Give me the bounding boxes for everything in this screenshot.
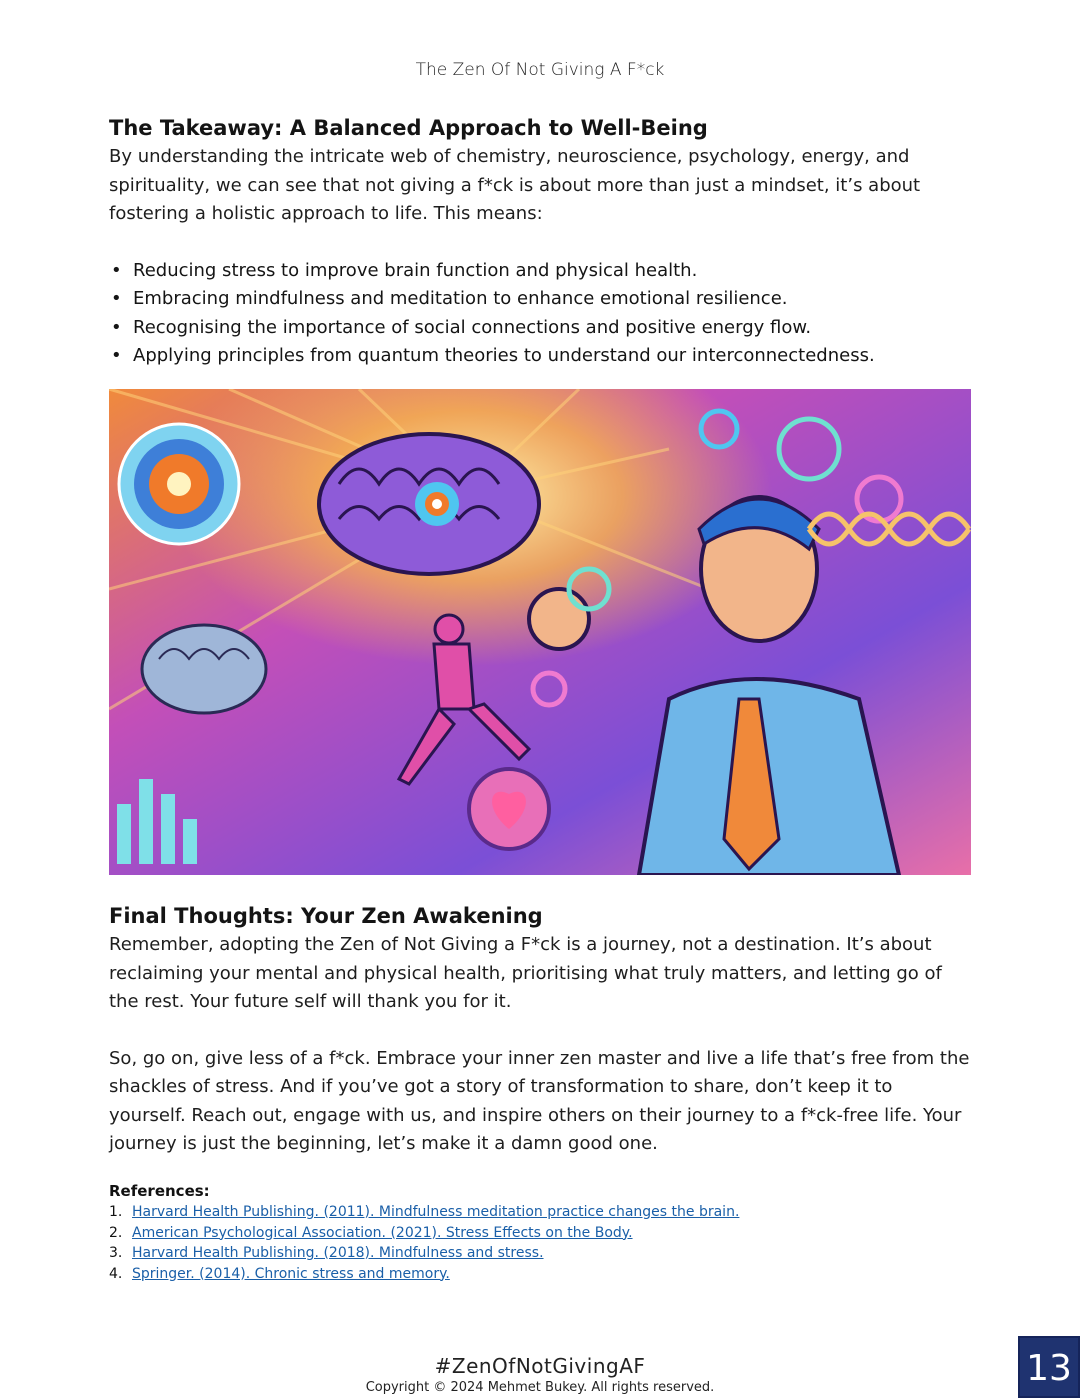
reference-link[interactable]: Springer. (2014). Chronic stress and memory. bbox=[132, 1265, 450, 1282]
references-section bbox=[109, 1181, 971, 1284]
list-item: • Reducing stress to improve brain function and physical health. bbox=[109, 257, 971, 286]
list-item bbox=[109, 1243, 971, 1264]
takeaway-heading: The Takeaway: A Balanced Approach to Well-Being bbox=[109, 116, 708, 140]
footer-hashtag: #ZenOfNotGivingAF bbox=[434, 1354, 646, 1378]
list-item: • Recognising the importance of social connections and positive energy flow. bbox=[109, 314, 971, 343]
reference-link[interactable]: American Psychological Association. (2021). Stress Effects on the Body. bbox=[132, 1224, 633, 1241]
list-item bbox=[109, 1223, 971, 1244]
page-number-badge: 13 bbox=[1018, 1336, 1080, 1398]
references-list bbox=[109, 1202, 971, 1284]
final-paragraph: So, go on, give less of a f*ck. Embrace your inner zen master and live a life that’s free from the shackles of stress. And if you’ve got a story of transformation to share, don’t keep it to yourself. Reach out, engage with us, and inspire others on their journey to a f*ck-free life. Your journey is just the beginning, let’s make it a damn good one. bbox=[109, 1047, 970, 1154]
reference-link[interactable]: Harvard Health Publishing. (2018). Mindfulness and stress. bbox=[132, 1245, 544, 1261]
wellbeing-illustration bbox=[109, 389, 971, 875]
list-item: • Embracing mindfulness and meditation to enhance emotional resilience. bbox=[109, 285, 971, 314]
final-heading: Final Thoughts: Your Zen Awakening bbox=[109, 904, 543, 928]
reference-number: 2. bbox=[109, 1224, 123, 1241]
footer-copyright: Copyright © 2024 Mehmet Bukey. All rights reserved. bbox=[365, 1380, 715, 1395]
final-paragraph: Remember, adopting the Zen of Not Giving a F*ck is a journey, not a destination. It’s about reclaiming your mental and physical health, prioritising what truly matters, and letting go of the rest. Your future self will thank you for it. bbox=[109, 934, 942, 1012]
reference-number: 1. bbox=[109, 1204, 123, 1220]
running-header: The Zen Of Not Giving A F*ck bbox=[415, 60, 665, 80]
final-thoughts-section bbox=[109, 901, 971, 1159]
list-item bbox=[109, 1264, 971, 1285]
reference-link[interactable]: Harvard Health Publishing. (2011). Mindfulness meditation practice changes the brain. bbox=[132, 1204, 740, 1220]
references-heading: References: bbox=[109, 1182, 210, 1200]
list-item bbox=[109, 1202, 971, 1223]
reference-number: 4. bbox=[109, 1265, 123, 1282]
takeaway-bullet-list bbox=[109, 257, 971, 371]
takeaway-intro: By understanding the intricate web of chemistry, neuroscience, psychology, energy, and spirituality, we can see that not giving a f*ck is about more than just a mindset, it’s about fostering a holistic approach to life. This means: bbox=[109, 146, 921, 224]
illustration-icon bbox=[109, 389, 971, 875]
takeaway-section bbox=[109, 113, 971, 371]
list-item: • Applying principles from quantum theories to understand our interconnectedness. bbox=[109, 342, 971, 371]
reference-number: 3. bbox=[109, 1245, 123, 1261]
